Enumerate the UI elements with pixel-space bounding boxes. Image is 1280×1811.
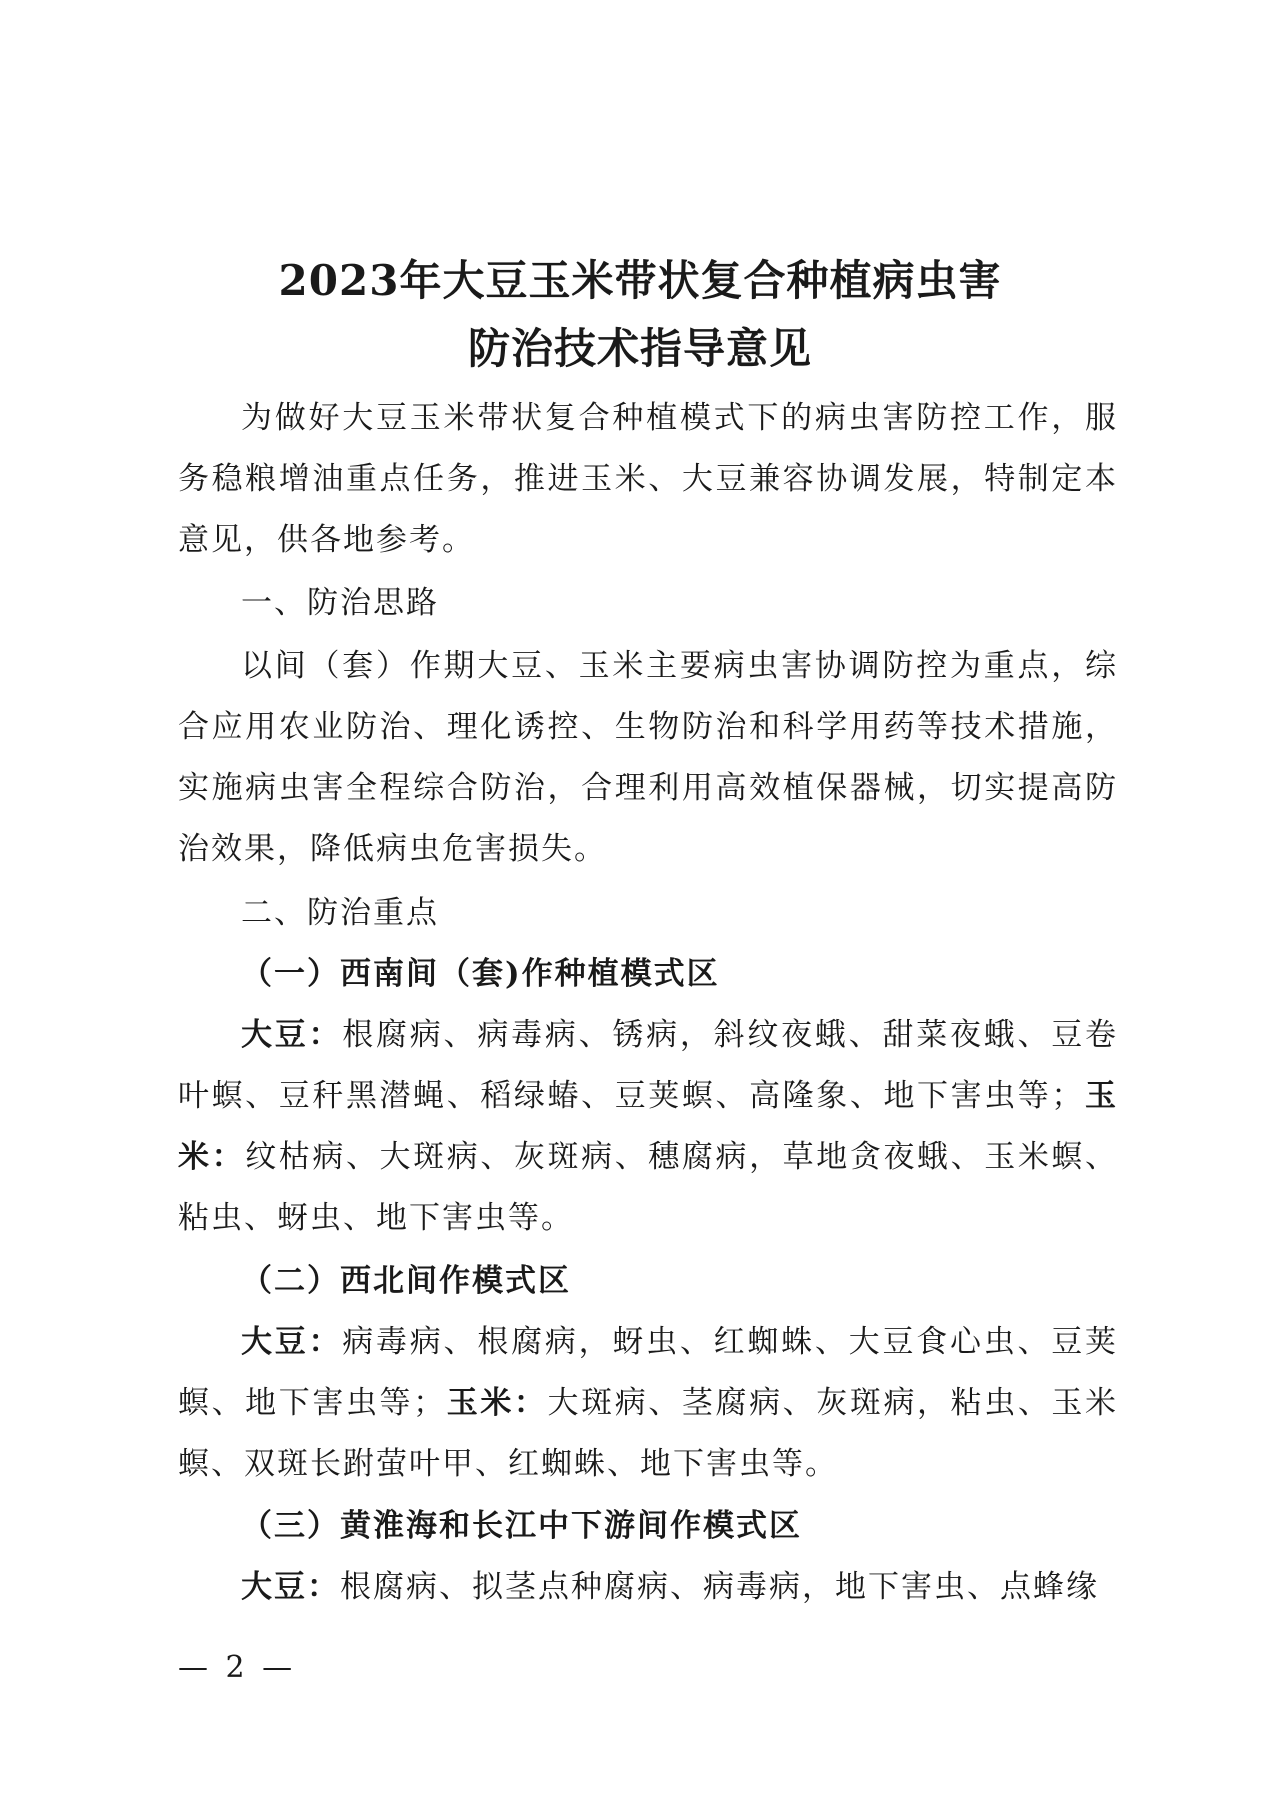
- subsection-2-body: [178, 1312, 1118, 1495]
- section-1-body: 以间（套）作期大豆、玉米主要病虫害协调防控为重点，综合应用农业防治、理化诱控、生物防治和科学用药等技术措施，实施病虫害全程综合防治，合理利用高效植保器械，切实提高防治效果，降低病虫危害损失。: [178, 648, 1118, 867]
- soy-pest-list: 病毒病、根腐病，蚜虫、红蜘蛛、大豆食心虫、豆荚螟、地下害虫等；: [178, 1324, 1118, 1421]
- page-number: — 2 —: [178, 1650, 297, 1685]
- soy-label: 大豆：: [241, 1569, 340, 1605]
- subsection-1-body: [178, 1005, 1118, 1249]
- soy-label: 大豆：: [241, 1324, 343, 1360]
- corn-label: 玉米：: [178, 1078, 1118, 1175]
- document-title-line-2: 防治技术指导意见: [467, 324, 812, 373]
- subsection-3-body: [178, 1557, 1118, 1618]
- subsection-2-heading: （二）西北间作模式区: [241, 1263, 571, 1299]
- corn-pest-list: 纹枯病、大斑病、灰斑病、穗腐病，草地贪夜蛾、玉米螟、粘虫、蚜虫、地下害虫等。: [178, 1139, 1118, 1236]
- soy-pest-list: 根腐病、拟茎点种腐病、病毒病，地下害虫、点蜂缘: [340, 1569, 1099, 1605]
- section-2-heading: 二、防治重点: [241, 895, 439, 931]
- document-title-line-1: 2023年大豆玉米带状复合种植病虫害: [278, 256, 1002, 305]
- soy-pest-list: 根腐病、病毒病、锈病，斜纹夜蛾、甜菜夜蛾、豆卷叶螟、豆秆黑潜蝇、稻绿蝽、豆荚螟、高隆象、地下害虫等；: [178, 1017, 1118, 1114]
- intro-paragraph: 为做好大豆玉米带状复合种植模式下的病虫害防控工作，服务稳粮增油重点任务，推进玉米、大豆兼容协调发展，特制定本意见，供各地参考。: [178, 400, 1118, 558]
- soy-label: 大豆：: [241, 1017, 343, 1053]
- subsection-3-heading: （三）黄淮海和长江中下游间作模式区: [241, 1508, 802, 1544]
- corn-label: 玉米：: [446, 1385, 548, 1421]
- section-1-heading: 一、防治思路: [241, 585, 439, 621]
- subsection-1-heading: （一）西南间（套)作种植模式区: [241, 956, 720, 992]
- corn-pest-list: 大斑病、茎腐病、灰斑病，粘虫、玉米螟、双斑长跗萤叶甲、红蜘蛛、地下害虫等。: [178, 1385, 1119, 1482]
